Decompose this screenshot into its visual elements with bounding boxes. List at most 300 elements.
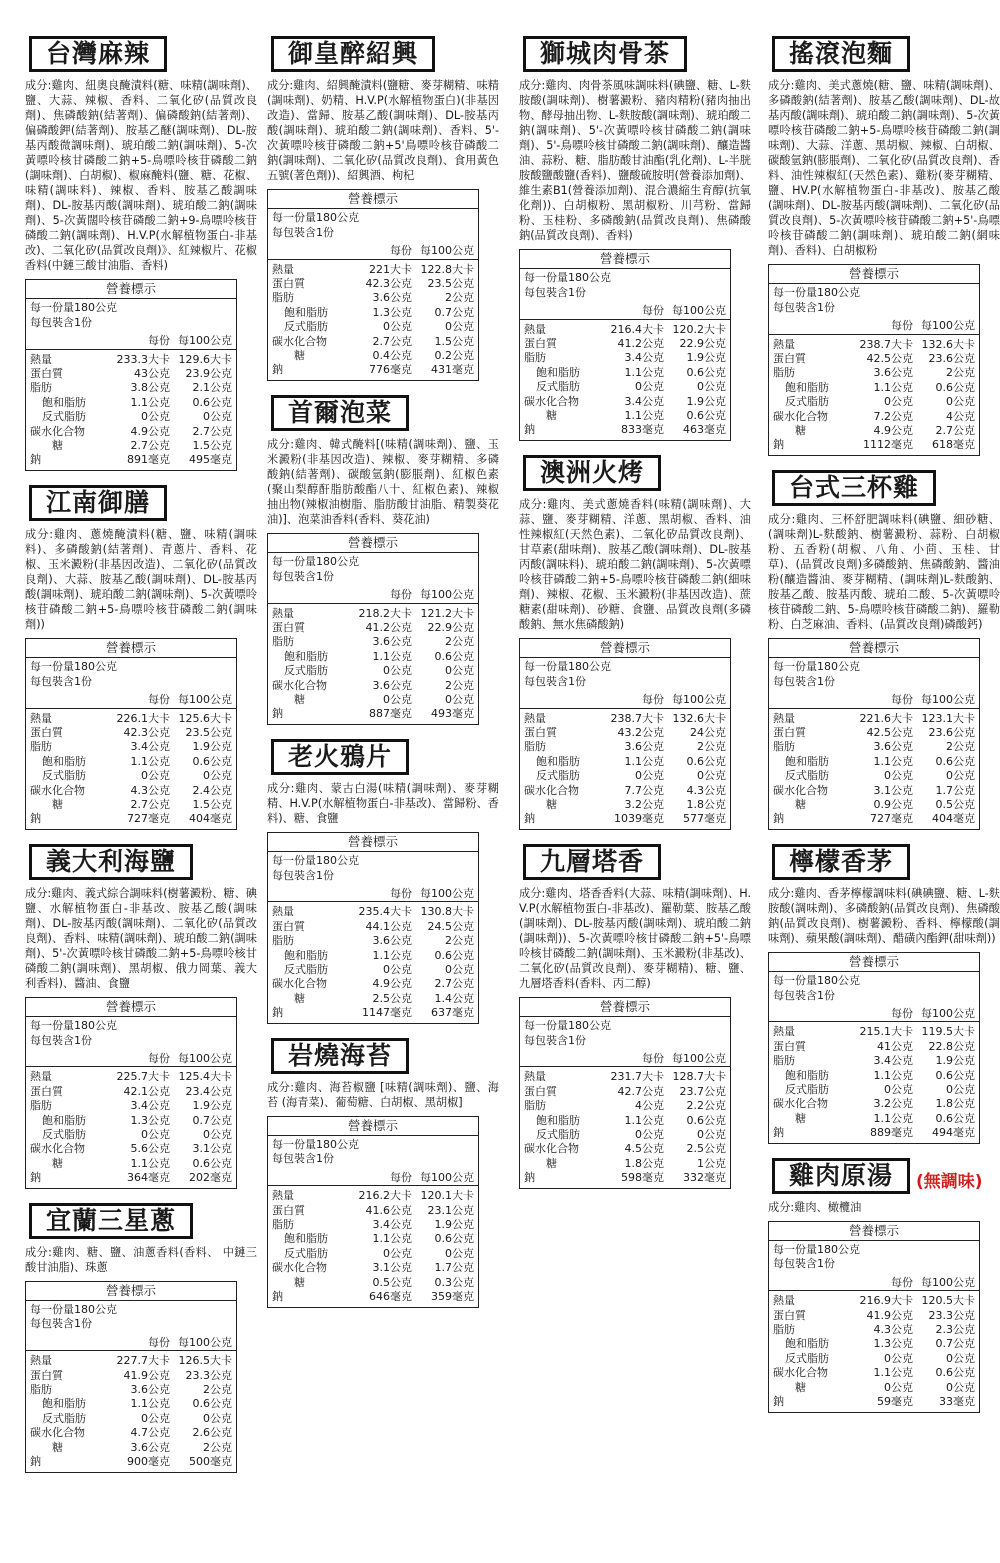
nutrient-name: 飽和脂肪 <box>42 1397 86 1411</box>
value-per-100g: 0.5公克 <box>935 797 975 811</box>
value-per-100g: 0.2公克 <box>434 349 474 363</box>
nutrition-row <box>268 679 479 693</box>
nutrition-title: 營養標示 <box>26 280 237 299</box>
nutrient-name: 鈉 <box>30 1171 41 1185</box>
value-per-serving: 0公克 <box>141 1411 170 1425</box>
value-per-serving: 833毫克 <box>621 423 664 437</box>
value-per-serving: 42.1公克 <box>123 1084 170 1098</box>
header-per-serving: 每份 <box>856 1272 918 1291</box>
nutrition-row <box>769 1040 980 1054</box>
nutrient-name: 蛋白質 <box>524 1084 557 1098</box>
nutrient-name: 飽和脂肪 <box>536 365 580 379</box>
value-per-100g: 0公克 <box>697 1128 726 1141</box>
nutrient-name: 蛋白質 <box>30 1368 63 1382</box>
product-title: 雞肉原湯 <box>772 1158 910 1194</box>
header-per-serving: 每份 <box>113 330 175 349</box>
value-per-100g: 23.4公克 <box>185 1084 232 1098</box>
nutrition-row <box>26 769 237 783</box>
nutrition-row <box>520 798 731 812</box>
product-title-row <box>768 36 1000 78</box>
nutrition-row <box>520 1157 731 1171</box>
nutrition-row <box>268 635 479 649</box>
nutrition-table <box>267 832 479 1024</box>
value-per-serving: 3.4公克 <box>873 1054 913 1068</box>
serving-size: 每一份量180公克 <box>30 660 117 674</box>
nutrition-row <box>520 1099 731 1113</box>
nutrient-name: 鈉 <box>773 1395 784 1409</box>
nutrition-row <box>26 740 237 754</box>
value-per-serving: 1.1公克 <box>130 395 170 409</box>
value-per-100g: 0.6公克 <box>686 409 726 423</box>
nutrient-name: 鈉 <box>773 438 784 452</box>
header-per-100g: 每100公克 <box>917 1003 980 1022</box>
value-per-100g: 121.2大卡 <box>420 606 474 620</box>
nutrient-name: 反式脂肪 <box>536 769 580 783</box>
nutrient-name: 飽和脂肪 <box>284 948 328 962</box>
value-per-serving: 42.5公克 <box>866 352 913 366</box>
nutrient-name: 糖 <box>795 424 806 438</box>
value-per-serving: 1.1公克 <box>873 754 913 768</box>
servings-per-package: 每包裝含1份 <box>773 1257 835 1271</box>
value-per-100g: 2公克 <box>203 1383 232 1397</box>
value-per-serving: 887毫克 <box>369 707 412 721</box>
header-per-100g: 每100公克 <box>174 1332 237 1351</box>
header-spacer <box>769 689 856 708</box>
nutrition-table <box>519 997 731 1189</box>
header-spacer <box>520 300 607 319</box>
product-title: 御皇醉紹興 <box>271 36 435 72</box>
nutrition-row <box>520 726 731 740</box>
value-per-100g: 0公克 <box>445 963 474 976</box>
nutrition-title: 營養標示 <box>26 1281 237 1300</box>
header-spacer <box>520 1048 607 1067</box>
product-title: 台式三杯雞 <box>772 470 936 506</box>
value-per-100g: 23.9公克 <box>185 367 232 381</box>
header-spacer <box>268 584 355 603</box>
product-title-row <box>267 36 499 78</box>
nutrition-row <box>520 1171 731 1188</box>
nutrient-name: 熱量 <box>773 337 795 351</box>
nutrition-table <box>768 638 980 830</box>
nutrition-row <box>268 949 479 963</box>
nutrition-row <box>26 410 237 424</box>
nutrition-row <box>520 1067 731 1085</box>
nutrition-title: 營養標示 <box>520 638 731 657</box>
nutrition-row <box>769 410 980 424</box>
value-per-100g: 2公克 <box>445 635 474 649</box>
header-per-100g: 每100公克 <box>416 584 479 603</box>
nutrition-row <box>26 1099 237 1113</box>
nutrition-row <box>26 708 237 726</box>
nutrient-name: 蛋白質 <box>30 1084 63 1098</box>
nutrition-row <box>268 335 479 349</box>
value-per-100g: 0公克 <box>946 1380 975 1394</box>
nutrition-row <box>268 603 479 621</box>
value-per-100g: 1.8公克 <box>935 1097 975 1111</box>
nutrient-name: 脂肪 <box>773 740 795 754</box>
value-per-100g: 1.5公克 <box>434 334 474 348</box>
value-per-100g: 0.6公克 <box>192 1156 232 1170</box>
header-per-100g: 每100公克 <box>917 1272 980 1291</box>
ingredients-text: 成分:雞肉、肉骨茶風味調味料(碘鹽、糖、L-麩胺酸(調味劑)、樹薯澱粉、豬肉精粉(豬肉抽出物、酵母抽出物、L-麩胺酸(調味劑)、琥珀酸二鈉(調味劑)、5'-次黃嘌呤核甘磷酸二鈉(調味劑)、5'-鳥嘌呤核甘磷酸二鈉(調味劑)、釀造醬油、蒜粉、糖、脂肪酸甘油酯(乳化劑)、L-半胱胺酸鹽酸鹽(香料)、鹽酸硫胺明(營養添加劑)、維生素B1(營養添加劑)、混合濃縮生育醇(抗氧化劑))、白胡椒粉、黑胡椒粉、川芎粉、當歸粉、玉桂粉、多磷酸鈉(品質改良劑)、焦磷酸鈉(品質改良劑)、香料) <box>519 79 751 242</box>
servings-per-package: 每包裝含1份 <box>773 300 835 314</box>
nutrition-table <box>267 189 479 381</box>
value-per-100g: 0.6公克 <box>686 365 726 379</box>
value-per-serving: 1.3公克 <box>130 1113 170 1127</box>
nutrient-name: 脂肪 <box>773 366 795 380</box>
nutrient-name: 反式脂肪 <box>284 320 328 334</box>
value-per-100g: 0公克 <box>946 1083 975 1096</box>
nutrient-name: 飽和脂肪 <box>785 380 829 394</box>
nutrition-title: 營養標示 <box>520 250 731 269</box>
value-per-100g: 23.1公克 <box>427 1203 474 1217</box>
value-per-100g: 122.8大卡 <box>420 262 474 276</box>
value-per-serving: 216.4大卡 <box>610 322 664 336</box>
nutrient-name: 碳水化合物 <box>773 1366 828 1380</box>
ingredients-text: 成分:雞肉、義式綜合調味料(樹薯澱粉、糖、碘鹽、水解植物蛋白-非基改、胺基乙酸(調味劑)、DL-胺基丙酸(調味劑)、二氧化矽(品質改良劑)、香料、味精(調味劑)、琥珀酸二鈉(調味劑)、5'-次黃嘌呤核甘磷酸二鈉+5-鳥嘌呤核甘磷酸二鈉(調味劑)、黑胡椒、俄力岡葉、義大利香料)、醬油、食鹽 <box>25 886 257 990</box>
nutrition-table <box>25 638 237 830</box>
nutrient-name: 碳水化合物 <box>773 783 828 797</box>
value-per-100g: 0.6公克 <box>935 380 975 394</box>
header-per-serving: 每份 <box>113 1332 175 1351</box>
nutrient-name: 碳水化合物 <box>272 678 327 692</box>
nutrition-table <box>267 1116 479 1308</box>
nutrition-row <box>268 934 479 948</box>
header-spacer <box>268 240 362 259</box>
value-per-100g: 0公克 <box>203 410 232 424</box>
value-per-100g: 0.6公克 <box>935 754 975 768</box>
value-per-serving: 0公克 <box>383 692 412 706</box>
value-per-serving: 216.9大卡 <box>859 1294 913 1308</box>
value-per-serving: 2.7公克 <box>130 439 170 453</box>
nutrient-name: 糖 <box>52 1440 63 1454</box>
value-per-100g: 128.7大卡 <box>672 1070 726 1084</box>
header-per-serving: 每份 <box>856 1003 918 1022</box>
nutrition-row <box>520 366 731 380</box>
value-per-100g: 0.6公克 <box>192 1397 232 1411</box>
servings-per-package: 每包裝含1份 <box>30 1033 92 1047</box>
nutrient-name: 蛋白質 <box>524 725 557 739</box>
value-per-serving: 41.2公克 <box>617 337 664 351</box>
nutrient-name: 蛋白質 <box>773 352 806 366</box>
value-per-serving: 1.8公克 <box>624 1156 664 1170</box>
nutrient-name: 糖 <box>795 1380 806 1394</box>
nutrition-row <box>26 381 237 395</box>
nutrient-name: 鈉 <box>773 812 784 826</box>
nutrition-row <box>268 1204 479 1218</box>
nutrient-name: 糖 <box>52 1156 63 1170</box>
value-per-100g: 431毫克 <box>431 363 474 377</box>
value-per-serving: 1.1公克 <box>624 365 664 379</box>
value-per-100g: 1.4公克 <box>434 991 474 1005</box>
value-per-100g: 123.1大卡 <box>921 711 975 725</box>
header-per-100g: 每100公克 <box>174 689 237 708</box>
value-per-serving: 0公克 <box>635 380 664 394</box>
value-per-serving: 3.6公克 <box>873 740 913 754</box>
product-title: 台灣麻辣 <box>29 36 167 72</box>
value-per-serving: 0公克 <box>884 1380 913 1394</box>
value-per-100g: 2.7公克 <box>434 977 474 991</box>
nutrient-name: 反式脂肪 <box>42 1411 86 1425</box>
value-per-serving: 0公克 <box>884 769 913 783</box>
header-spacer <box>769 1272 856 1291</box>
nutrition-row <box>26 1412 237 1426</box>
nutrition-row <box>268 306 479 320</box>
nutrition-row <box>769 1337 980 1351</box>
nutrient-name: 糖 <box>294 1275 305 1289</box>
product-block <box>768 36 1000 456</box>
value-per-100g: 23.3公克 <box>928 1308 975 1322</box>
nutrient-name: 鈉 <box>272 363 283 377</box>
value-per-serving: 221.6大卡 <box>859 711 913 725</box>
header-per-serving: 每份 <box>355 584 417 603</box>
value-per-serving: 0公克 <box>141 769 170 783</box>
ingredients-text: 成分:雞肉、海苔椒鹽 [味精(調味劑)、鹽、海苔 (海青菜)、葡萄糖、白胡椒、黑胡椒] <box>267 1080 499 1109</box>
nutrition-row <box>26 1369 237 1383</box>
nutrition-row <box>26 1397 237 1411</box>
value-per-100g: 2公克 <box>203 1440 232 1454</box>
serving-size: 每一份量180公克 <box>524 271 611 285</box>
nutrition-title: 營養標示 <box>769 952 980 971</box>
value-per-100g: 0公克 <box>697 380 726 394</box>
value-per-serving: 3.6公克 <box>130 1383 170 1397</box>
value-per-100g: 0公克 <box>203 1411 232 1425</box>
header-per-100g: 每100公克 <box>416 1167 479 1186</box>
value-per-100g: 1.9公克 <box>192 740 232 754</box>
value-per-100g: 130.8大卡 <box>420 905 474 919</box>
nutrition-row <box>268 902 479 920</box>
value-per-serving: 1.1公克 <box>130 754 170 768</box>
nutrition-row <box>769 740 980 754</box>
value-per-serving: 1.1公克 <box>624 409 664 423</box>
ingredients-text: 成分:雞肉、美式蔥燒香料(味精(調味劑)、大蒜、鹽、麥芽糊精、洋蔥、黑胡椒、香料、油性辣椒紅(天然色素)、二氧化矽品質改良劑)、甘草素(甜味劑)、胺基乙酸(調味劑)、DL-胺基丙酸(調味料)、琥珀酸二鈉(調味劑)、5-次黃嘌呤核苷磷酸二鈉+5-鳥嘌呤核苷磷酸二鈉(細味劑)、辣椒、花椒、玉米澱粉(非基因改造)、蔗糖素(甜味劑)、砂糖、食鹽、品質改良劑(多磷酸鈉、無水焦磷酸鈉) <box>519 497 751 631</box>
product-title-row <box>768 1158 1000 1200</box>
value-per-serving: 41.2公克 <box>365 620 412 634</box>
nutrition-row <box>268 920 479 934</box>
product-title: 檸檬香茅 <box>772 844 910 880</box>
value-per-100g: 2.5公克 <box>686 1142 726 1156</box>
header-per-100g: 每100公克 <box>174 330 237 349</box>
value-per-100g: 463毫克 <box>683 423 726 437</box>
value-per-serving: 0公克 <box>884 1351 913 1365</box>
serving-size: 每一份量180公克 <box>773 974 860 988</box>
column-3 <box>519 36 751 1203</box>
nutrient-name: 飽和脂肪 <box>785 1068 829 1082</box>
value-per-serving: 891毫克 <box>127 453 170 467</box>
value-per-100g: 0.6公克 <box>935 1111 975 1125</box>
value-per-100g: 1.7公克 <box>434 1261 474 1275</box>
value-per-100g: 0.7公克 <box>192 1113 232 1127</box>
nutrition-row <box>26 367 237 381</box>
value-per-100g: 129.6大卡 <box>178 352 232 366</box>
nutrient-name: 反式脂肪 <box>284 963 328 976</box>
value-per-serving: 1.1公克 <box>372 948 412 962</box>
nutrient-name: 糖 <box>546 409 557 423</box>
nutrient-name: 熱量 <box>30 711 52 725</box>
serving-size: 每一份量180公克 <box>30 301 117 315</box>
value-per-serving: 1.1公克 <box>873 1366 913 1380</box>
nutrient-name: 熱量 <box>272 905 294 919</box>
value-per-100g: 637毫克 <box>431 1006 474 1020</box>
value-per-100g: 493毫克 <box>431 707 474 721</box>
nutrition-row <box>769 1083 980 1097</box>
value-per-100g: 359毫克 <box>431 1290 474 1304</box>
value-per-serving: 3.4公克 <box>130 740 170 754</box>
nutrient-name: 飽和脂肪 <box>284 305 328 319</box>
product-block <box>267 395 499 725</box>
serving-size: 每一份量180公克 <box>30 1303 117 1317</box>
value-per-serving: 4.9公克 <box>873 424 913 438</box>
nutrition-row <box>769 1352 980 1366</box>
value-per-100g: 1.5公克 <box>192 797 232 811</box>
nutrient-name: 脂肪 <box>30 381 52 395</box>
value-per-100g: 125.6大卡 <box>178 711 232 725</box>
nutrition-table <box>519 638 731 830</box>
ingredients-text: 成分:雞肉、韓式醃料[(味精(調味劑)、鹽、玉米澱粉(非基因改造)、辣椒、麥芽糊精、多磷酸鈉(結著劑)、碳酸氫鈉(膨脹劑)、紅椒色素(聚山梨醇酐脂肪酸酯八十、紅椒色素)、辣椒抽出物(辣椒油樹脂、脂肪酸甘油脂、精製葵花油)]、泡菜油香料(香料、葵花油) <box>267 437 499 526</box>
nutrient-name: 蛋白質 <box>272 1203 305 1217</box>
nutrition-row <box>26 1157 237 1171</box>
nutrition-row <box>26 1067 237 1085</box>
value-per-100g: 404毫克 <box>932 812 975 826</box>
column-1 <box>25 36 257 1487</box>
nutrition-row <box>520 1085 731 1099</box>
value-per-serving: 3.2公克 <box>624 797 664 811</box>
nutrition-row <box>268 963 479 977</box>
header-spacer <box>268 1167 355 1186</box>
serving-size: 每一份量180公克 <box>773 1243 860 1257</box>
nutrient-name: 鈉 <box>524 1171 535 1185</box>
value-per-serving: 42.7公克 <box>617 1084 664 1098</box>
nutrition-row <box>520 1114 731 1128</box>
product-title-row <box>519 455 751 497</box>
product-block <box>519 455 751 830</box>
value-per-100g: 0.6公克 <box>192 395 232 409</box>
product-block <box>267 739 499 1024</box>
product-title: 岩燒海苔 <box>271 1038 409 1074</box>
value-per-serving: 3.6公克 <box>873 366 913 380</box>
value-per-100g: 2.7公克 <box>935 424 975 438</box>
servings-per-package: 每包裝含1份 <box>773 988 835 1002</box>
header-spacer <box>26 1048 113 1067</box>
product-title-row <box>519 844 751 886</box>
nutrient-name: 脂肪 <box>272 934 294 948</box>
nutrient-name: 反式脂肪 <box>42 410 86 424</box>
value-per-100g: 404毫克 <box>189 812 232 826</box>
header-per-serving: 每份 <box>607 1048 669 1067</box>
nutrient-name: 反式脂肪 <box>785 1083 829 1096</box>
header-per-serving: 每份 <box>355 1167 417 1186</box>
value-per-100g: 126.5大卡 <box>178 1354 232 1368</box>
nutrition-row <box>268 349 479 363</box>
servings-per-package: 每包裝含1份 <box>272 225 334 239</box>
value-per-serving: 42.3公克 <box>365 277 412 291</box>
header-spacer <box>26 1332 113 1351</box>
nutrition-row <box>26 1426 237 1440</box>
nutrition-table <box>519 249 731 441</box>
nutrient-name: 反式脂肪 <box>284 1246 328 1260</box>
value-per-serving: 233.3大卡 <box>116 352 170 366</box>
nutrition-row <box>268 1186 479 1204</box>
nutrient-name: 鈉 <box>524 423 535 437</box>
value-per-serving: 1.1公克 <box>624 1113 664 1127</box>
nutrition-row <box>26 349 237 367</box>
value-per-serving: 238.7大卡 <box>859 337 913 351</box>
value-per-100g: 2公克 <box>445 678 474 692</box>
nutrition-row <box>520 708 731 726</box>
nutrient-name: 飽和脂肪 <box>785 754 829 768</box>
servings-per-package: 每包裝含1份 <box>30 315 92 329</box>
value-per-serving: 1.1公克 <box>130 1397 170 1411</box>
value-per-serving: 4公克 <box>635 1099 664 1113</box>
product-block <box>519 36 751 441</box>
value-per-serving: 3.6公克 <box>624 740 664 754</box>
value-per-100g: 33毫克 <box>939 1395 975 1409</box>
ingredients-text: 成分:雞肉、橄欖油 <box>768 1200 862 1214</box>
value-per-serving: 0.5公克 <box>372 1275 412 1289</box>
value-per-serving: 0公克 <box>141 1128 170 1141</box>
value-per-100g: 2.7公克 <box>192 424 232 438</box>
nutrition-row <box>769 726 980 740</box>
servings-per-package: 每包裝含1份 <box>524 674 586 688</box>
nutrition-row <box>26 439 237 453</box>
value-per-100g: 125.4大卡 <box>178 1070 232 1084</box>
value-per-serving: 1.1公克 <box>372 649 412 663</box>
value-per-100g: 1.9公克 <box>192 1099 232 1113</box>
product-block <box>768 844 1000 1144</box>
value-per-100g: 0公克 <box>946 395 975 409</box>
header-spacer <box>26 330 113 349</box>
value-per-serving: 41.6公克 <box>365 1203 412 1217</box>
ingredients-text: 成分:雞肉、蒙古白湯(味精(調味劑)、麥芽糊精、H.V.P(水解植物蛋白-非基改)、當歸粉、香料)、糖、食鹽 <box>267 781 499 825</box>
value-per-serving: 2.7公克 <box>372 334 412 348</box>
value-per-100g: 120.1大卡 <box>420 1189 474 1203</box>
value-per-serving: 41公克 <box>877 1039 913 1053</box>
value-per-100g: 0.6公克 <box>192 754 232 768</box>
value-per-100g: 2公克 <box>697 740 726 754</box>
value-per-serving: 598毫克 <box>621 1171 664 1185</box>
value-per-100g: 332毫克 <box>683 1171 726 1185</box>
nutrition-row <box>268 1247 479 1261</box>
value-per-serving: 0公克 <box>383 664 412 678</box>
product-title: 老火鴉片 <box>271 739 409 775</box>
product-title-row <box>25 485 257 527</box>
nutrient-name: 糖 <box>52 439 63 453</box>
nutrition-table <box>768 952 980 1144</box>
header-per-serving: 每份 <box>113 1048 175 1067</box>
header-per-100g: 每100公克 <box>174 1048 237 1067</box>
nutrient-name: 熱量 <box>30 352 52 366</box>
nutrition-row <box>520 1142 731 1156</box>
nutrition-row <box>268 650 479 664</box>
nutrient-name: 糖 <box>294 349 305 363</box>
value-per-100g: 0公克 <box>203 1128 232 1141</box>
value-per-serving: 5.6公克 <box>130 1142 170 1156</box>
value-per-100g: 202毫克 <box>189 1171 232 1185</box>
value-per-100g: 2公克 <box>445 934 474 948</box>
value-per-serving: 3.1公克 <box>372 1261 412 1275</box>
value-per-serving: 364毫克 <box>127 1171 170 1185</box>
header-spacer <box>769 315 856 334</box>
value-per-serving: 225.7大卡 <box>116 1070 170 1084</box>
value-per-serving: 1.1公克 <box>873 380 913 394</box>
value-per-100g: 1.9公克 <box>686 394 726 408</box>
nutrition-row <box>268 277 479 291</box>
product-title-row <box>768 470 1000 512</box>
value-per-100g: 618毫克 <box>932 438 975 452</box>
nutrition-row <box>520 1128 731 1142</box>
product-block <box>267 1038 499 1308</box>
value-per-serving: 1.1公克 <box>130 1156 170 1170</box>
